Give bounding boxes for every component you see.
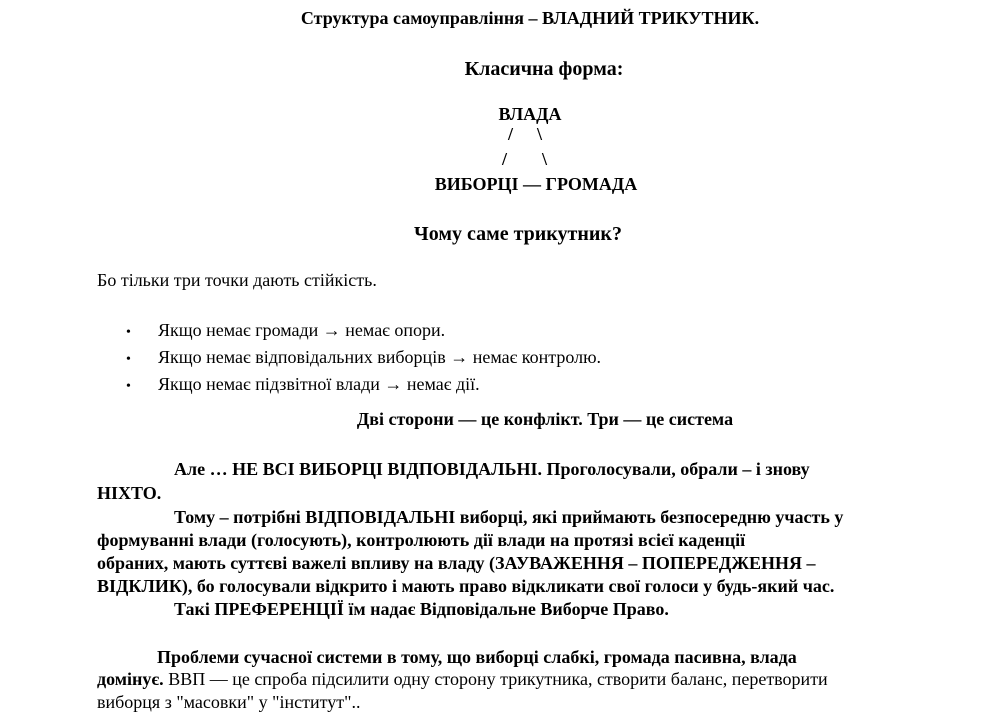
paragraph-1-line-1: Але … НЕ ВСІ ВИБОРЦІ ВІДПОВІДАЛЬНІ. Проголосували, обрали – і знову — [174, 459, 810, 479]
triangle-bottom-label: ВИБОРЦІ — ГРОМАДА — [434, 174, 638, 194]
bullet-icon: • — [126, 379, 131, 394]
bullet-list — [126, 318, 601, 399]
bullet-text: Якщо немає підзвітної влади → немає дії. — [158, 374, 480, 394]
list-item — [126, 345, 601, 372]
paragraph-4-line-2 — [97, 667, 828, 691]
paragraph-4-line-3: виборця з "масовки" у "інститут".. — [97, 692, 361, 712]
emphasis-word: домінує. — [97, 669, 164, 689]
bullet-icon: • — [126, 325, 131, 340]
triangle-right-slash-lower: \ — [542, 149, 548, 169]
bullet-icon: • — [126, 352, 131, 367]
paragraph-2-line-3: обраних, мають суттєві важелі впливу на владу (ЗАУВАЖЕННЯ – ПОПЕРЕДЖЕННЯ – — [97, 553, 816, 573]
triangle-right-slash: \ — [537, 124, 543, 144]
list-item — [126, 318, 601, 345]
paragraph-2-line-2: формуванні влади (голосують), контролюють дії влади на протязі всієї каденції — [97, 530, 746, 550]
bullet-text: Якщо немає громади → немає опори. — [158, 320, 446, 340]
intro-text: Бо тільки три точки дають стійкість. — [97, 270, 377, 290]
paragraph-4-line-1: Проблеми сучасної системи в тому, що виборці слабкі, громада пасивна, влада — [157, 647, 797, 667]
paragraph-2-line-4: ВІДКЛИК), бо голосували відкрито і мають право відкликати свої голоси у будь-який час. — [97, 576, 835, 596]
section-subtitle: Класична форма: — [464, 58, 624, 80]
triangle-top-label: ВЛАДА — [498, 104, 562, 124]
bullet-text: Якщо немає відповідальних виборців → немає контролю. — [158, 347, 602, 367]
list-item — [126, 372, 601, 399]
triangle-left-slash: / — [508, 124, 514, 144]
system-statement: Дві сторони — це конфлікт. Три — це система — [356, 409, 734, 429]
paragraph-1-line-2: НІХТО. — [97, 483, 162, 503]
question-heading: Чому саме трикутник? — [414, 223, 622, 245]
triangle-left-slash-lower: / — [502, 149, 508, 169]
paragraph-3: Такі ПРЕФЕРЕНЦІЇ їм надає Відповідальне Виборче Право. — [174, 599, 669, 619]
paragraph-2-line-1: Тому – потрібні ВІДПОВІДАЛЬНІ виборці, які приймають безпосередню участь у — [174, 507, 844, 527]
document-title: Структура самоуправління – ВЛАДНИЙ ТРИКУТНИК. — [300, 8, 760, 28]
paragraph-4-line-2-text: ВВП — це спроба підсилити одну сторону трикутника, створити баланс, перетворити — [163, 669, 828, 689]
